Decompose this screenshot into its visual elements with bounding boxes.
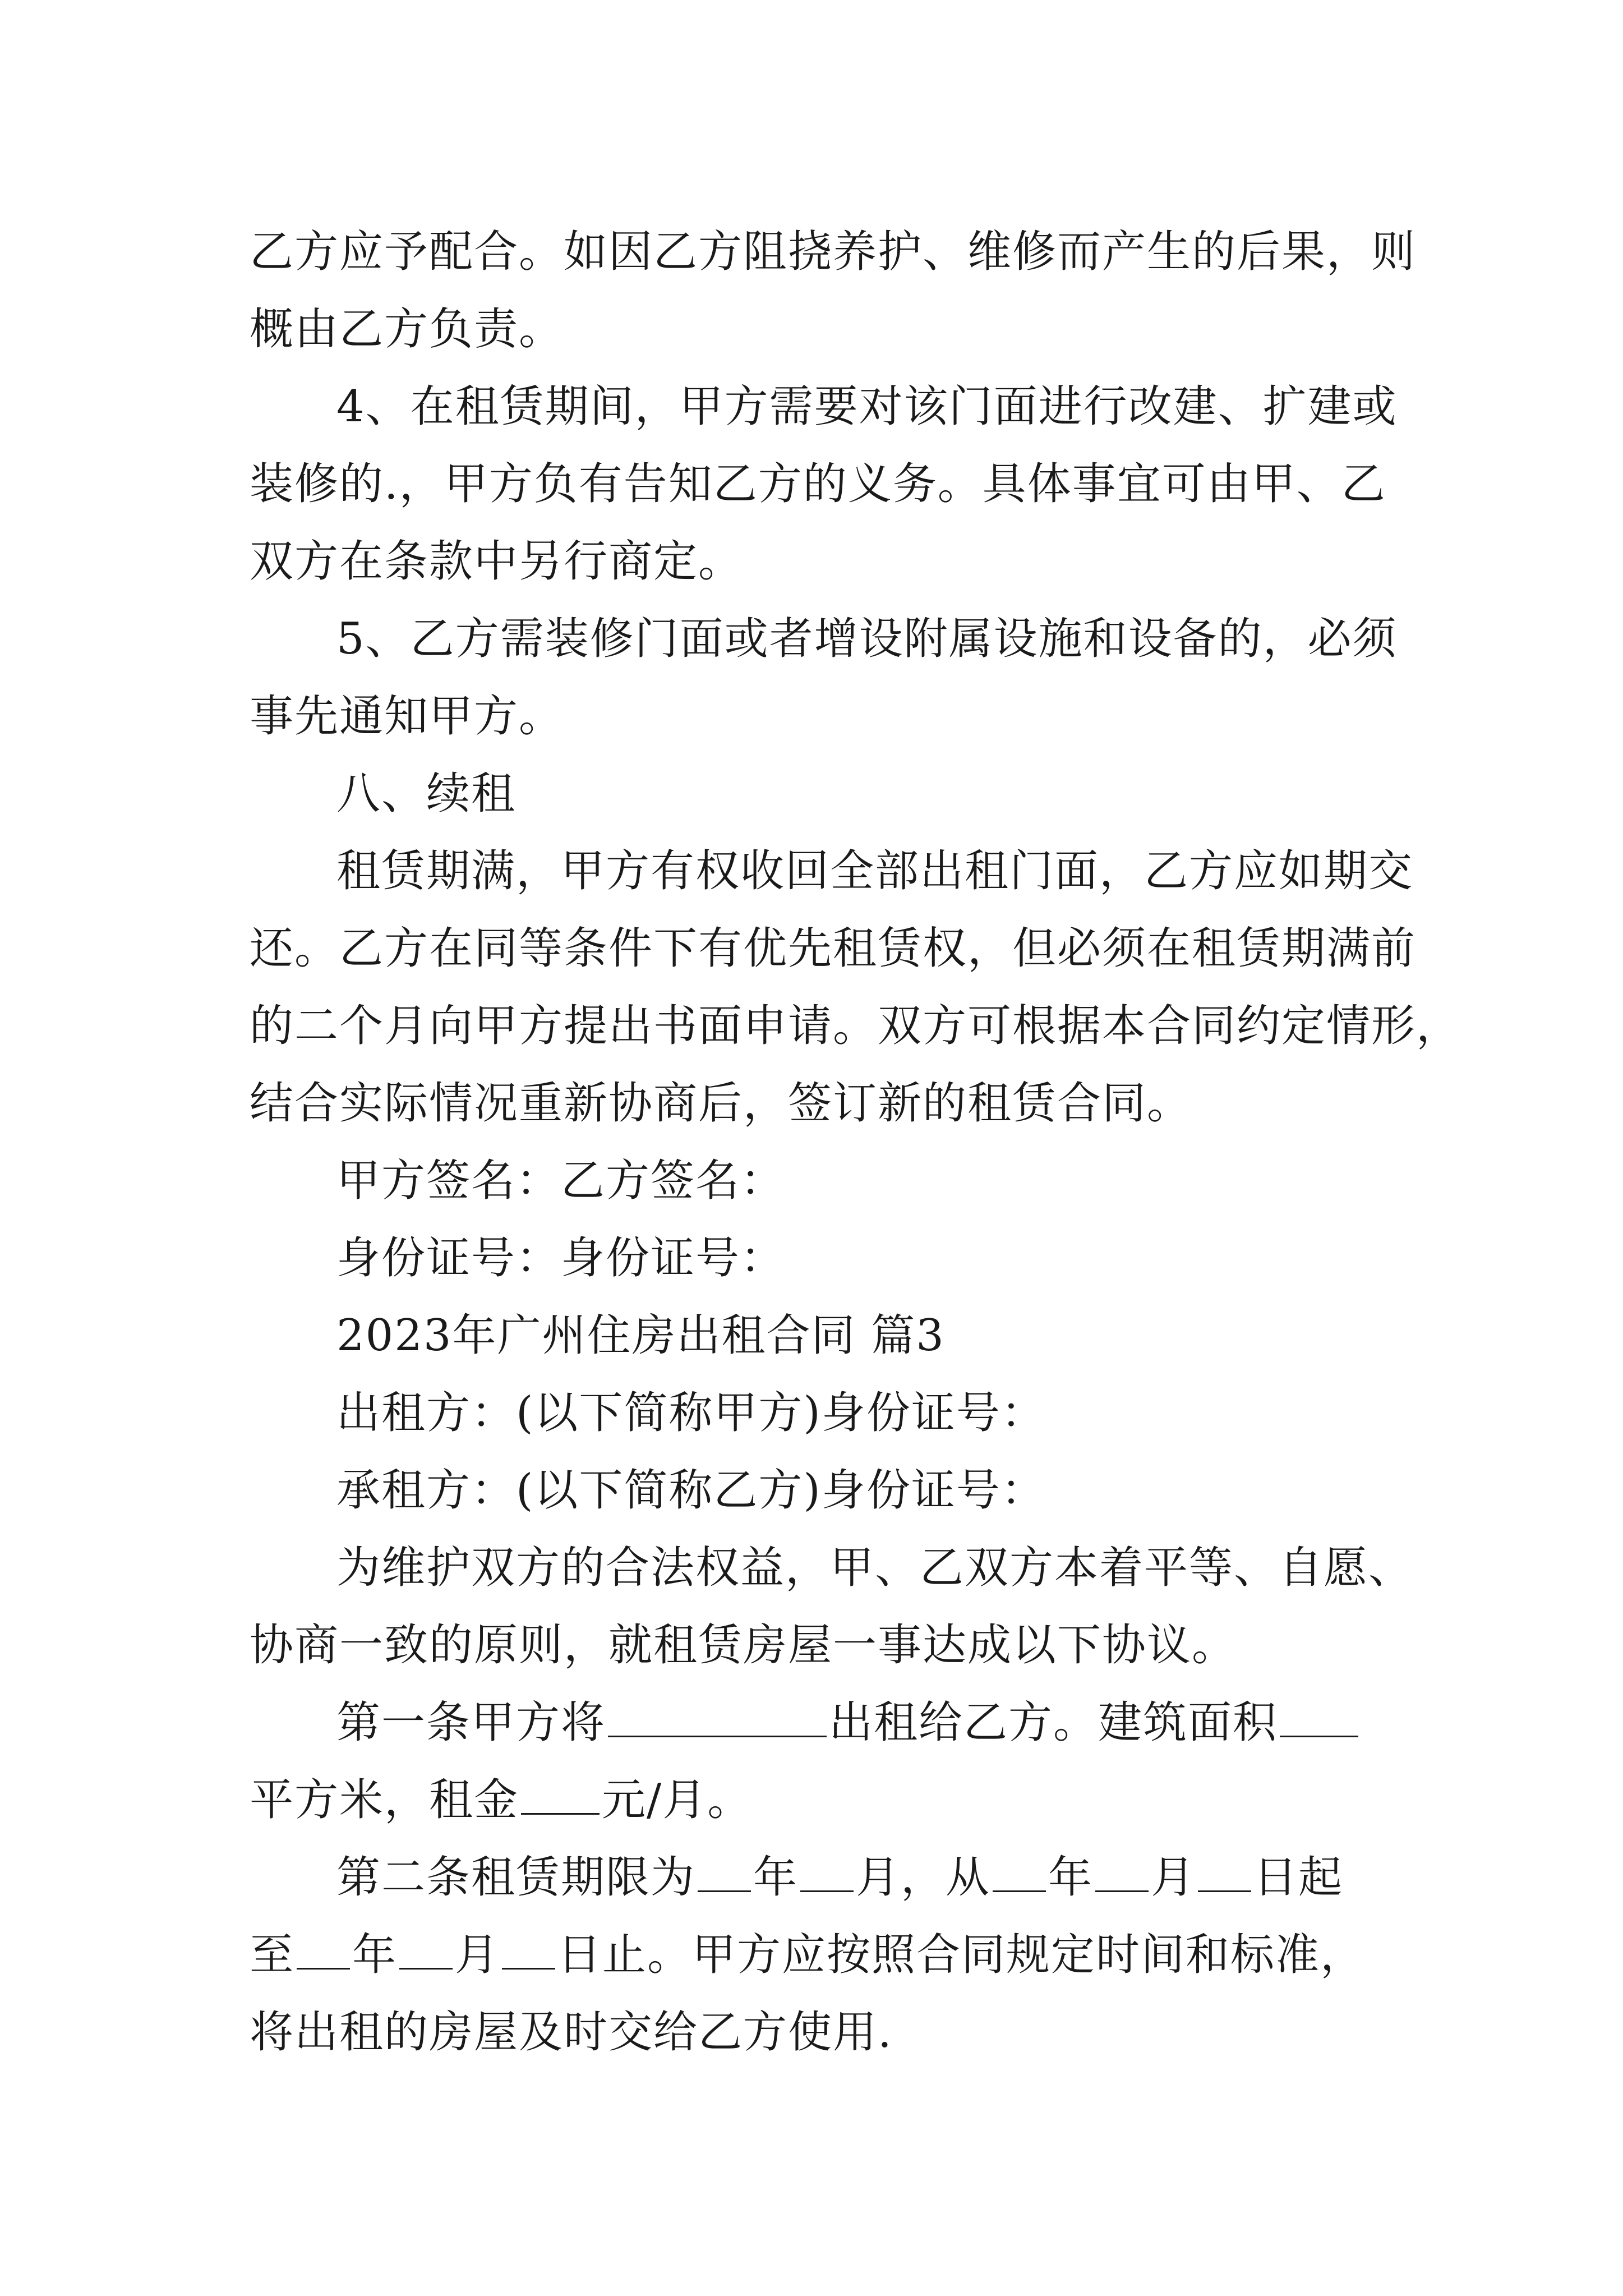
fill-blank bbox=[698, 1851, 751, 1892]
clause-text: 年 bbox=[352, 1930, 398, 1980]
text-line: 租赁期满，甲方有权收回全部出租门面，乙方应如期交 bbox=[336, 846, 1414, 896]
section-heading: 八、续租 bbox=[336, 769, 517, 819]
signature-line: 甲方签名：乙方签名： bbox=[336, 1156, 786, 1206]
clause-text: 月，从 bbox=[856, 1852, 991, 1903]
fill-blank bbox=[993, 1851, 1046, 1892]
text-line: 事先通知甲方。 bbox=[250, 691, 564, 742]
clause-text: 年 bbox=[1048, 1852, 1094, 1903]
fill-blank bbox=[521, 1774, 600, 1815]
text-line: 还。乙方在同等条件下有优先租赁权，但必须在租赁期满前 bbox=[250, 923, 1417, 974]
clause-2-line-2 bbox=[250, 1916, 1382, 1994]
fill-blank bbox=[800, 1851, 854, 1892]
fill-blank bbox=[399, 1929, 453, 1970]
document-body bbox=[250, 213, 1461, 2071]
fill-blank bbox=[1198, 1851, 1251, 1892]
text-line: 的二个月向甲方提出书面申请。双方可根据本合同约定情形， bbox=[250, 1001, 1461, 1051]
text-line: 装修的.，甲方负有告知乙方的义务。具体事宜可由甲、乙 bbox=[250, 459, 1386, 509]
text-line: 概由乙方负责。 bbox=[250, 304, 564, 355]
text-line: 5、乙方需装修门面或者增设附属设施和设备的，必须 bbox=[336, 614, 1398, 664]
clause-text: 平方米，租金 bbox=[250, 1775, 519, 1825]
text-line: 结合实际情况重新协商后，签订新的租赁合同。 bbox=[250, 1078, 1192, 1129]
fill-blank bbox=[502, 1929, 555, 1970]
contract-title: 2023年广州住房出租合同 篇3 bbox=[336, 1310, 945, 1361]
clause-text: 日起 bbox=[1253, 1852, 1344, 1903]
fill-blank bbox=[297, 1929, 350, 1970]
text-line: 为维护双方的合法权益，甲、乙双方本着平等、自愿、 bbox=[336, 1543, 1414, 1593]
clause-1-line-1 bbox=[250, 1684, 1382, 1761]
clause-text: 日止。甲方应按照合同规定时间和标准， bbox=[557, 1930, 1366, 1980]
id-number-line: 身份证号：身份证号： bbox=[336, 1233, 786, 1283]
clause-1-line-2 bbox=[250, 1761, 1382, 1839]
clause-2-line-3: 将出租的房屋及时交给乙方使用. bbox=[250, 2007, 893, 2058]
clause-text: 出租给乙方。建筑面积 bbox=[829, 1697, 1278, 1748]
clause-text: 元/月。 bbox=[602, 1775, 753, 1825]
clause-2-line-1 bbox=[250, 1839, 1382, 1916]
clause-text: 至 bbox=[250, 1930, 295, 1980]
fill-blank bbox=[608, 1696, 827, 1737]
text-line: 乙方应予配合。如因乙方阻挠养护、维修而产生的后果，则 bbox=[250, 227, 1417, 277]
clause-text: 月 bbox=[455, 1930, 500, 1980]
clause-text: 年 bbox=[753, 1852, 799, 1903]
lessee-line: 承租方：(以下简称乙方)身份证号： bbox=[336, 1465, 1046, 1516]
text-line: 4、在租赁期间，甲方需要对该门面进行改建、扩建或 bbox=[336, 381, 1398, 432]
clause-text: 第二条租赁期限为 bbox=[336, 1852, 696, 1903]
fill-blank bbox=[1280, 1696, 1358, 1737]
text-line: 协商一致的原则，就租赁房屋一事达成以下协议。 bbox=[250, 1620, 1237, 1671]
clause-text: 第一条甲方将 bbox=[336, 1697, 606, 1748]
text-line: 双方在条款中另行商定。 bbox=[250, 536, 744, 587]
lessor-line: 出租方：(以下简称甲方)身份证号： bbox=[336, 1388, 1046, 1438]
fill-blank bbox=[1095, 1851, 1149, 1892]
clause-text: 月 bbox=[1151, 1852, 1196, 1903]
